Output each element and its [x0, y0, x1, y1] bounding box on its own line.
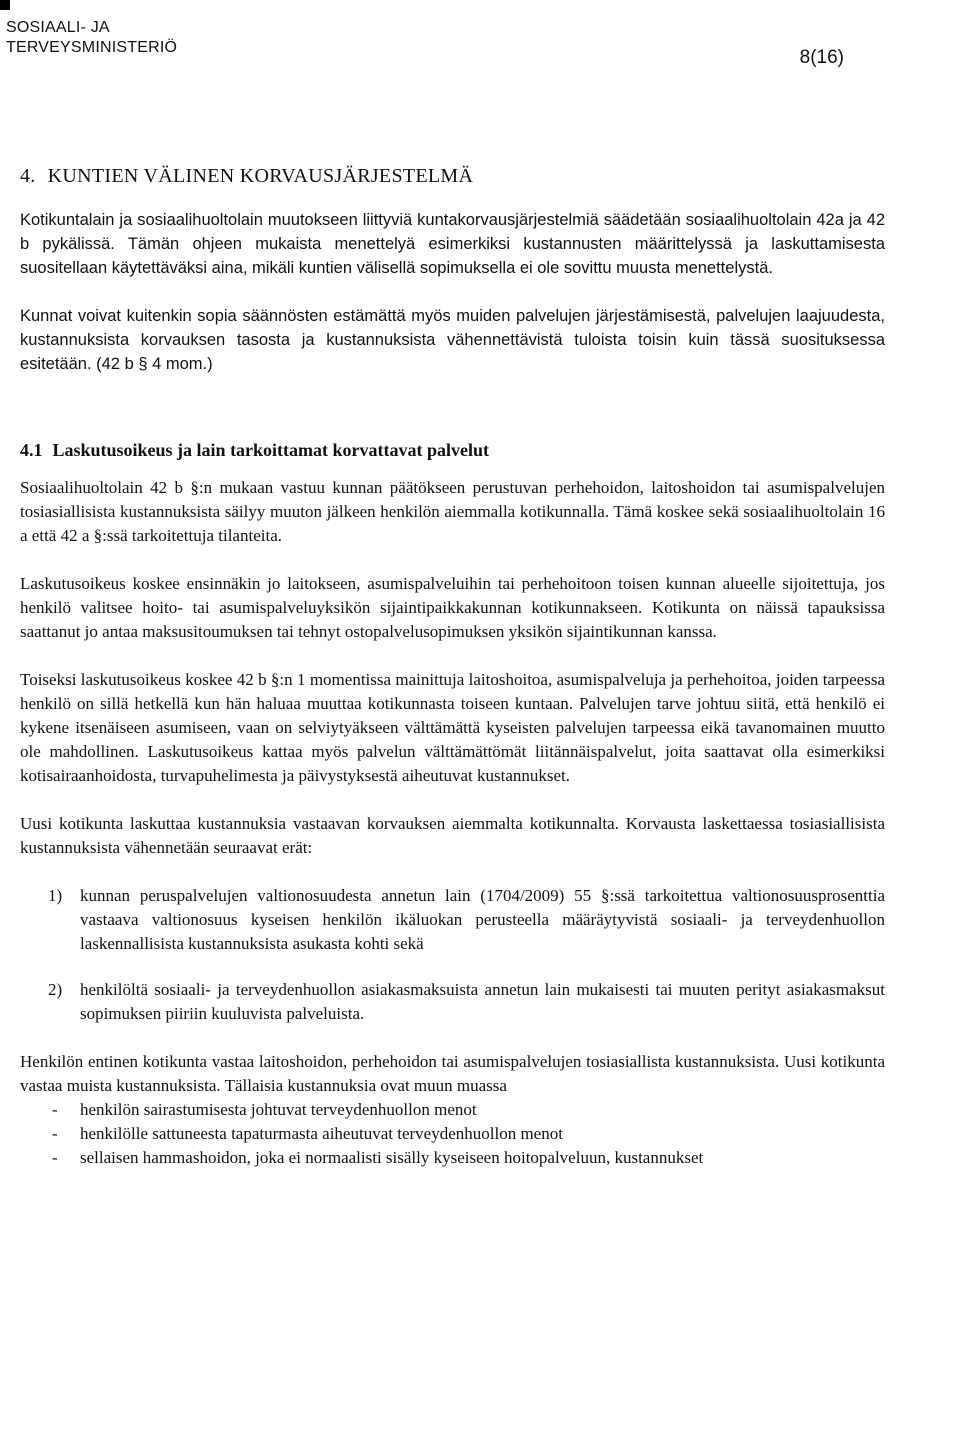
cost-list: [20, 1098, 885, 1170]
list-item: [20, 1146, 885, 1170]
list-item: [20, 1098, 885, 1122]
page-number: 8(16): [799, 47, 844, 68]
document-body: [20, 164, 885, 1170]
logo-square-mark: [0, 0, 10, 10]
list-item: [20, 884, 885, 956]
list-item: [20, 978, 885, 1026]
subsection-title: Laskutusoikeus ja lain tarkoittamat korvattavat palvelut: [52, 440, 490, 460]
paragraph: Laskutusoikeus koskee ensinnäkin jo laitokseen, asumispalveluihin tai perhehoitoon toisen kunnan alueelle sijoitettuja, jos henkilö valitsee hoito- tai asumispalveluyksikön sijaintipaikkakunnan kotikunnakseen. Kotikunta on näissä tapauksissa saattanut jo antaa maksusitoumuksen tai tehnyt ostopalvelusopimuksen yksikön sijaintikunnan kanssa.: [20, 574, 885, 641]
list-item: [20, 1122, 885, 1146]
subsection-number: 4.1: [20, 440, 43, 460]
paragraph: Uusi kotikunta laskuttaa kustannuksia vastaavan korvauksen aiemmalta kotikunnalta. Korvausta laskettaessa tosiasiallisista kustannuksista vähennetään seuraavat erät:: [20, 814, 885, 857]
section-heading-4-1: [20, 438, 885, 462]
list-item-text: sellaisen hammashoidon, joka ei normaalisti sisälly kyseiseen hoitopalveluun, kustannukset: [80, 1148, 704, 1167]
paragraph: Henkilön entinen kotikunta vastaa laitoshoidon, perhehoidon tai asumispalvelujen tosiasiallista kustannuksista. Uusi kotikunta vastaa muista kustannuksista. Tällaisia kustannuksia ovat muun muassa: [20, 1052, 885, 1095]
deduction-list: [20, 884, 885, 1026]
list-item-text: kunnan peruspalvelujen valtionosuudesta annetun lain (1704/2009) 55 §:ssä tarkoitettua valtionosuusprosenttia vastaava valtionosuus kyseisen henkilön ikäluokan perusteella määräytyvistä sosiaali- ja terveydenhuollon laskennallisista kustannuksista asukasta kohti sekä: [80, 886, 885, 953]
list-marker: 1): [48, 886, 63, 905]
section-number: 4.: [20, 165, 36, 187]
section-heading-4: [20, 164, 885, 188]
organization-name: SOSIAALI- JA TERVEYSMINISTERIÖ: [6, 19, 178, 56]
list-item-text: henkilölle sattuneesta tapaturmasta aiheutuvat terveydenhuollon menot: [80, 1124, 563, 1143]
list-marker: -: [52, 1148, 58, 1167]
section-title: KUNTIEN VÄLINEN KORVAUSJÄRJESTELMÄ: [47, 165, 474, 187]
list-marker: -: [52, 1124, 58, 1143]
paragraph: Kotikuntalain ja sosiaalihuoltolain muutokseen liittyviä kuntakorvausjärjestelmiä säädetään sosiaalihuoltolain 42a ja 42 b pykälissä. Tämän ohjeen mukaista menettelyä esimerkiksi kustannusten määrittelyssä ja laskuttamisesta suositellaan käytettäväksi aina, mikäli kuntien välisellä sopimuksella ei ole sovittu muusta menettelystä.: [20, 211, 885, 277]
list-marker: -: [52, 1100, 58, 1119]
list-item-text: henkilöltä sosiaali- ja terveydenhuollon asiakasmaksuista annetun lain mukaisesti tai muuten perityt asiakasmaksut sopimuksen piiriin kuuluvista palveluista.: [80, 980, 885, 1023]
list-item-text: henkilön sairastumisesta johtuvat terveydenhuollon menot: [80, 1100, 477, 1119]
list-marker: 2): [48, 980, 63, 999]
paragraph: Sosiaalihuoltolain 42 b §:n mukaan vastuu kunnan päätökseen perustuvan perhehoidon, laitoshoidon tai asumispalvelujen tosiasiallisista kustannuksista säilyy muuton jälkeen henkilön aiemmalla kotikunnalla. Tämä koskee sekä sosiaalihuoltolain 16 a että 42 a §:ssä tarkoitettuja tilanteita.: [20, 478, 885, 545]
paragraph: Toiseksi laskutusoikeus koskee 42 b §:n 1 momentissa mainittuja laitoshoitoa, asumispalveluja ja perhehoitoa, joiden tarpeessa henkilö on sillä hetkellä kun hän haluaa muuttaa kotikunnasta toiseen kuntaan. Palvelujen tarve johtuu siitä, että henkilö ei kykene itsenäiseen asumiseen, vaan on selviytyäkseen välttämättä kyseisten palvelujen tarpeessa eikä tavanomainen muutto ole mahdollinen. Laskutusoikeus kattaa myös palvelun välttämättömät liitännäispalvelut, joita saattavat olla esimerkiksi kotisairaanhoidosta, turvapuhelimesta ja päivystyksestä aiheutuvat kustannukset.: [20, 670, 885, 785]
paragraph: Kunnat voivat kuitenkin sopia säännösten estämättä myös muiden palvelujen järjestämisestä, palvelujen laajuudesta, kustannuksista korvauksen tasosta ja kustannuksista vähennettävistä tuloista toisin kuin tässä suosituksessa esitetään. (42 b § 4 mom.): [20, 307, 885, 373]
